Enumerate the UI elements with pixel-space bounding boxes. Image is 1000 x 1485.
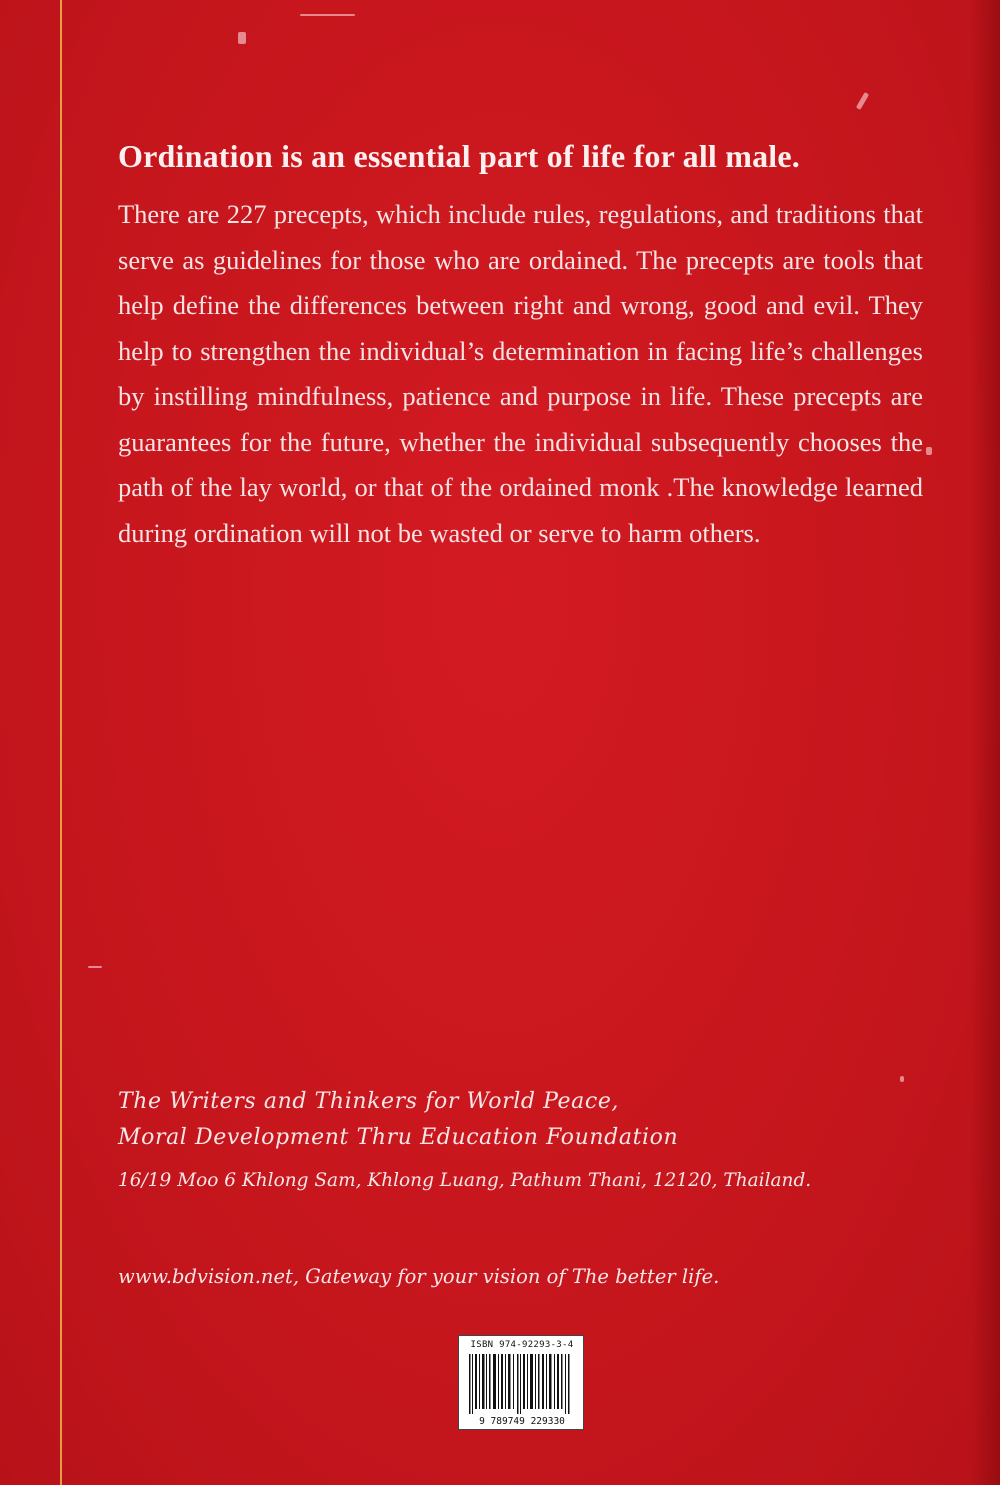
scuff-mark <box>900 1076 904 1082</box>
scuff-mark <box>300 14 355 16</box>
scuff-mark <box>856 92 869 110</box>
blurb-paragraph: There are 227 precepts, which include rules, regulations, and traditions that serve as guidelines for those who are ordained. The precepts are tools that help define the differences between right and wrong, good and evil. They help to strengthen the individual’s determination in facing life’s challenges by instilling mindfulness, patience and purpose in life. These precepts are guarantees for the future, whether the individual subsequently chooses the path of the lay world, or that of the ordained monk .The knowledge learned during ordination will not be wasted or serve to harm others. <box>118 199 923 548</box>
barcode-bars <box>467 1354 577 1414</box>
publisher-website: www.bdvision.net, Gateway for your vision of The better life. <box>118 1265 720 1288</box>
headline: Ordination is an essential part of life for all male. <box>118 138 800 174</box>
edge-shadow <box>970 0 1000 1485</box>
isbn-barcode <box>458 1335 584 1430</box>
scuff-mark <box>238 32 246 44</box>
publisher-name-line-1: The Writers and Thinkers for World Peace, <box>118 1089 620 1114</box>
publisher-block <box>118 1084 938 1196</box>
barcode-digits: 9 789749 229330 <box>479 1416 565 1427</box>
spine-fold-line <box>60 0 62 1485</box>
scuff-mark <box>88 966 102 968</box>
isbn-label: ISBN 974-92293-3-4 <box>470 1340 574 1350</box>
scuff-mark <box>926 447 932 455</box>
publisher-address: 16/19 Moo 6 Khlong Sam, Khlong Luang, Pathum Thani, 12120, Thailand. <box>118 1170 812 1191</box>
publisher-name-line-2: Moral Development Thru Education Foundation <box>118 1125 679 1150</box>
